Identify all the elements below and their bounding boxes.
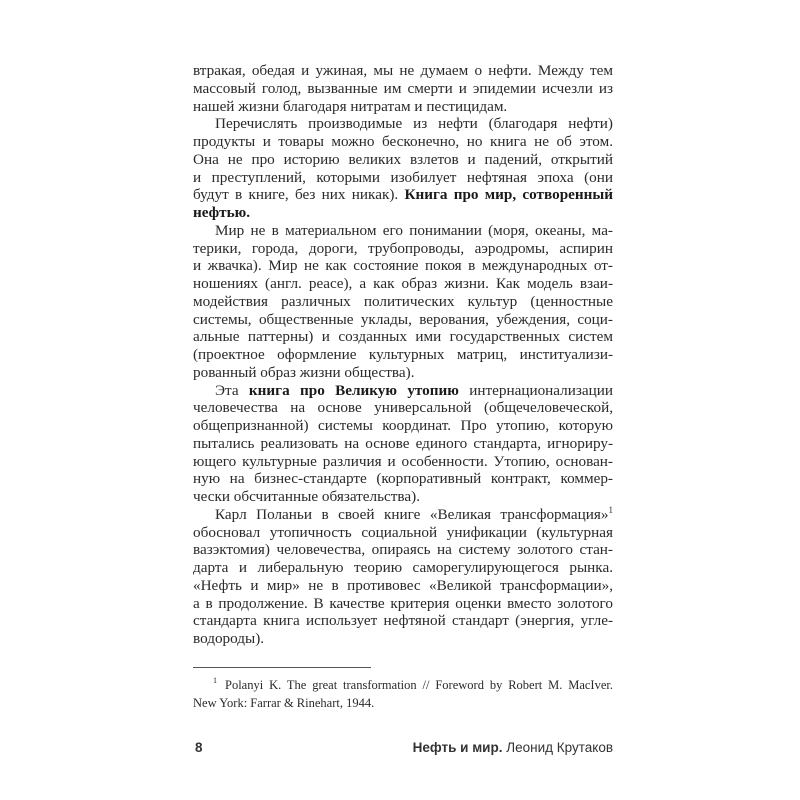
text-line xyxy=(193,222,613,240)
text-run: ную на бизнес-стандарте (корпоративный контракт, коммер- xyxy=(193,470,613,488)
text-run: ношениях (англ. peace), а как образ жизни. Как модель взаи- xyxy=(193,275,613,292)
text-run: будут в книге, без них никак). xyxy=(193,186,405,204)
text-run: интернационализации xyxy=(458,381,613,399)
running-title xyxy=(413,740,613,755)
text-run: стандарта книга использует нефтяной стандарт (энергия, угле- xyxy=(193,612,613,630)
text-line xyxy=(193,399,613,417)
text-run: обосновал утопичность социальной унификации (культурная xyxy=(193,523,613,541)
text-line xyxy=(193,257,613,275)
text-run: Мир не в материальном его понимании (моря, океаны, ма- xyxy=(215,221,613,239)
text-line xyxy=(193,186,613,204)
bold-text: нефтью. xyxy=(193,204,251,221)
text-line xyxy=(193,524,613,542)
text-line xyxy=(193,382,613,400)
text-run: и преступлений, которыми изобилует нефтяная эпоха (они xyxy=(193,168,613,186)
text-line xyxy=(193,204,613,222)
text-run: ющего культурные различия и особенности. Утопию, основан- xyxy=(193,452,613,470)
text-run: терики, города, дороги, трубопроводы, аэродромы, аспирин xyxy=(193,239,613,257)
text-run: и жвачка). Мир не как состояние покоя в международных от- xyxy=(193,257,613,275)
text-line xyxy=(193,595,613,613)
footnote-ref: 1 xyxy=(608,504,613,515)
text-line xyxy=(193,311,613,329)
text-line xyxy=(193,293,613,311)
text-run: рованный образ жизни общества). xyxy=(193,363,415,381)
text-run: массовый голод, вызванные им смерти и эпидемии исчезли из xyxy=(193,79,613,97)
text-run: вазэктомия) человечества, опираясь на систему золотого стан- xyxy=(193,541,613,559)
text-run: (проектное оформление культурных матриц, институализи- xyxy=(193,346,613,363)
text-line xyxy=(193,240,613,258)
text-line xyxy=(193,98,613,116)
text-run: модействия различных политических культур (ценностные xyxy=(193,292,613,310)
text-run: Перечислять производимые из нефти (благодаря нефти) xyxy=(215,115,613,133)
text-line xyxy=(193,151,613,169)
text-line xyxy=(193,346,613,364)
text-run: «Нефть и мир» не в противовес «Великой трансформации», xyxy=(193,576,613,594)
footnote-line: New York: Farrar & Rinehart, 1944. xyxy=(193,696,375,710)
footnote-text: Polanyi K. The great transformation // Foreword by Robert M. MacIver. xyxy=(225,678,613,692)
page-footer xyxy=(195,740,613,755)
text-line xyxy=(193,559,613,577)
body-text xyxy=(193,62,613,648)
page-number: 8 xyxy=(195,740,203,755)
text-line xyxy=(193,612,613,630)
text-line xyxy=(193,133,613,151)
text-run: Она не про историю великих взлетов и падений, открытий xyxy=(193,150,613,168)
text-line xyxy=(193,275,613,293)
footnote xyxy=(193,676,613,712)
text-run: продукты и товары можно бесконечно, но книга не об этом. xyxy=(193,133,613,150)
text-line xyxy=(193,470,613,488)
text-run: а в продолжение. В качестве критерия оценки вместо золотого xyxy=(193,594,613,612)
text-run: дарта и либеральную теорию саморегулирующегося рынка. xyxy=(193,559,613,576)
text-line xyxy=(193,506,613,524)
text-line xyxy=(193,488,613,506)
footnote-line xyxy=(193,676,613,694)
text-run: Эта xyxy=(215,381,249,399)
text-line xyxy=(193,115,613,133)
text-run: чески обсчитанные обязательства). xyxy=(193,488,420,505)
text-line xyxy=(193,577,613,595)
text-line xyxy=(193,435,613,453)
text-run: человечества на основе универсальной (общечеловеческой, xyxy=(193,399,613,417)
text-line xyxy=(193,62,613,80)
footnote-marker: 1 xyxy=(213,676,217,685)
text-run: Карл Поланьи в своей книге «Великая трансформация» xyxy=(215,505,609,523)
text-run: альные паттерны) и созданных ими государственных систем xyxy=(193,328,613,346)
text-run: втракая, обедая и ужиная, мы не думаем о нефти. Между тем xyxy=(193,62,613,79)
text-line xyxy=(193,364,613,382)
footnote-divider xyxy=(193,667,371,668)
text-run: водороды). xyxy=(193,630,265,647)
text-line xyxy=(193,541,613,559)
text-line xyxy=(193,80,613,98)
text-run: нашей жизни благодаря нитратам и пестицидам. xyxy=(193,97,508,115)
text-run: системы, общественные уклады, верования, убеждения, соци- xyxy=(193,310,613,328)
text-run: пытались реализовать на основе единого стандарта, игнориру- xyxy=(193,434,613,452)
text-run: общепризнанной) системы координат. Про утопию, которую xyxy=(193,417,613,434)
text-line xyxy=(193,328,613,346)
bold-text: книга про Великую утопию xyxy=(248,381,459,399)
text-line xyxy=(193,417,613,435)
text-line xyxy=(193,630,613,648)
text-line xyxy=(193,169,613,187)
text-line xyxy=(193,453,613,471)
bold-text: Книга про мир, сотворенный xyxy=(404,186,613,204)
book-title: Нефть и мир. xyxy=(412,740,503,755)
author-name: Леонид Крутаков xyxy=(506,740,613,755)
